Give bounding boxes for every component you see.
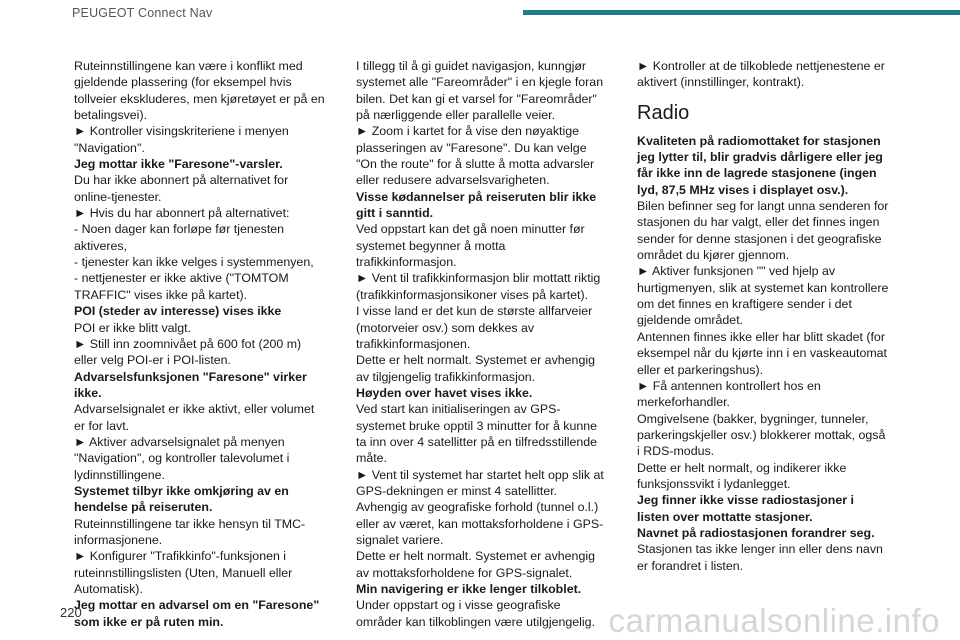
paragraph: Under oppstart og i visse geografiske områder kan tilkoblingen være utilgjengelig. — [356, 598, 595, 629]
subheading: Høyden over havet vises ikke. — [356, 385, 533, 400]
paragraph: POI er ikke blitt valgt. — [74, 320, 192, 335]
paragraph: Advarselsignalet er ikke aktivt, eller volumet er for lavt. — [74, 402, 315, 433]
subheading: Kvaliteten på radiomottaket for stasjonen jeg lytter til, blir gradvis dårligere eller jeg får ikke inn de lagrede stasjonene (ingen lyd, 87,5 MHz vises i displayet osv.). — [637, 133, 883, 197]
running-header: PEUGEOT Connect Nav — [72, 6, 213, 20]
paragraph: ► Vent til trafikkinformasjon blir mottatt riktig (trafikkinformasjonsikoner vises på kartet). — [356, 271, 601, 302]
paragraph: Dette er helt normalt, og indikerer ikke funksjonssvikt i lydanlegget. — [637, 460, 847, 491]
paragraph: ► Få antennen kontrollert hos en merkeforhandler. — [637, 378, 821, 410]
paragraph: Ruteinnstillingene kan være i konflikt med gjeldende plassering (for eksempel hvis tollveier ekskluderes, men kjøretøyet er på en betalingsvei). — [74, 59, 325, 123]
text-column-2 — [356, 58, 608, 630]
paragraph: Stasjonen tas ikke lenger inn eller dens navn er forandret i listen. — [637, 542, 883, 573]
paragraph: ► Konfigurer "Trafikkinfo"-funksjonen i ruteinnstillingslisten (Uten, Manuell eller Automatisk). — [74, 549, 293, 596]
paragraph: Du har ikke abonnert på alternativet for online-tjenester. — [74, 173, 289, 204]
paragraph: Ved start kan initialiseringen av GPS-systemet bruke opptil 3 minutter for å kunne ta inn over 4 satellitter på en tilfredsstillende måte. — [356, 402, 598, 466]
paragraph: I visse land er det kun de største allfarveier (motorveier osv.) som dekkes av trafikkinformasjonen. — [356, 304, 593, 351]
paragraph: Dette er helt normalt. Systemet er avhengig av tilgjengelig trafikkinformasjon. — [356, 353, 595, 384]
subheading: Jeg mottar ikke "Faresone"-varsler. — [74, 157, 283, 172]
subheading: Navnet på radiostasjonen forandrer seg. — [637, 525, 875, 540]
paragraph: Bilen befinner seg for langt unna senderen for stasjonen du har valgt, eller det finnes ingen sender for denne stasjonen i det geografiske området du kjører gjennom. — [637, 199, 889, 263]
text-column-3 — [637, 58, 889, 574]
header-accent-bar — [523, 10, 960, 15]
paragraph: ► Vent til systemet har startet helt opp slik at GPS-dekningen er minst 4 satellitter. — [356, 467, 604, 498]
paragraph: - tjenester kan ikke velges i systemmenyen, — [74, 255, 314, 270]
subheading: Visse kødannelser på reiseruten blir ikke gitt i sanntid. — [356, 189, 597, 221]
paragraph: ► Zoom i kartet for å vise den nøyaktige plasseringen av "Faresone". Du kan velge "On the route" for å slutte å motta advarsler eller redusere advarselsvarigheten. — [356, 124, 595, 188]
watermark: carmanualsonline.info — [608, 602, 940, 639]
paragraph: Dette er helt normalt. Systemet er avhengig av mottaksforholdene for GPS-signalet. — [356, 549, 595, 580]
paragraph: - nettjenester er ikke aktive ("TOMTOM TRAFFIC" vises ikke på kartet). — [74, 271, 289, 302]
text-column-1 — [74, 58, 326, 630]
subheading: Min navigering er ikke lenger tilkoblet. — [356, 582, 582, 596]
subheading: Jeg mottar en advarsel om en "Faresone" som ikke er på ruten min. — [74, 598, 320, 629]
paragraph: I tillegg til å gi guidet navigasjon, kunngjør systemet alle "Fareområder" i en kjegle foran bilen. Det kan gi et varsel for "Fareområder" på nærliggende eller parallelle veier. — [356, 59, 604, 123]
paragraph: ► Kontroller at de tilkoblede nettjenestene er aktivert (innstillinger, kontrakt). — [637, 59, 885, 90]
paragraph: Avhengig av geografiske forhold (tunnel o.l.) eller av været, kan mottaksforholdene i GPS-signalet variere. — [356, 500, 604, 547]
paragraph: ► Aktiver funksjonen "" ved hjelp av hurtigmenyen, slik at systemet kan kontrollere om det finnes en kraftigere sender i det gjeldende området. — [637, 264, 889, 328]
paragraph: ► Hvis du har abonnert på alternativet: — [74, 206, 290, 221]
paragraph: ► Still inn zoomnivået på 600 fot (200 m) eller velg POI-er i POI-listen. — [74, 336, 302, 368]
paragraph: Omgivelsene (bakker, bygninger, tunneler, parkeringskjeller osv.) blokkerer mottak, også i RDS-modus. — [637, 411, 886, 459]
subheading: POI (steder av interesse) vises ikke — [74, 304, 282, 319]
paragraph: ► Aktiver advarselsignalet på menyen "Navigation", og kontroller talevolumet i lydinnstillingene. — [74, 434, 290, 482]
paragraph: Ved oppstart kan det gå noen minutter før systemet begynner å motta trafikkinformasjon. — [356, 222, 585, 270]
paragraph: - Noen dager kan forløpe før tjenesten aktiveres, — [74, 222, 285, 253]
subheading: Advarselsfunksjonen "Faresone" virker ikke. — [74, 369, 307, 400]
paragraph: ► Kontroller visingskriteriene i menyen "Navigation". — [74, 124, 289, 155]
subheading: Jeg finner ikke visse radiostasjoner i listen over mottatte stasjoner. — [637, 493, 854, 524]
section-heading: Radio — [637, 101, 690, 124]
paragraph: Ruteinnstillingene tar ikke hensyn til TMC-informasjonene. — [74, 516, 306, 547]
paragraph: Antennen finnes ikke eller har blitt skadet (for eksempel når du kjørte inn i en vaskeautomat eller et parkeringshus). — [637, 329, 888, 377]
subheading: Systemet tilbyr ikke omkjøring av en hendelse på reiseruten. — [74, 483, 289, 515]
page-number: 220 — [60, 605, 82, 620]
